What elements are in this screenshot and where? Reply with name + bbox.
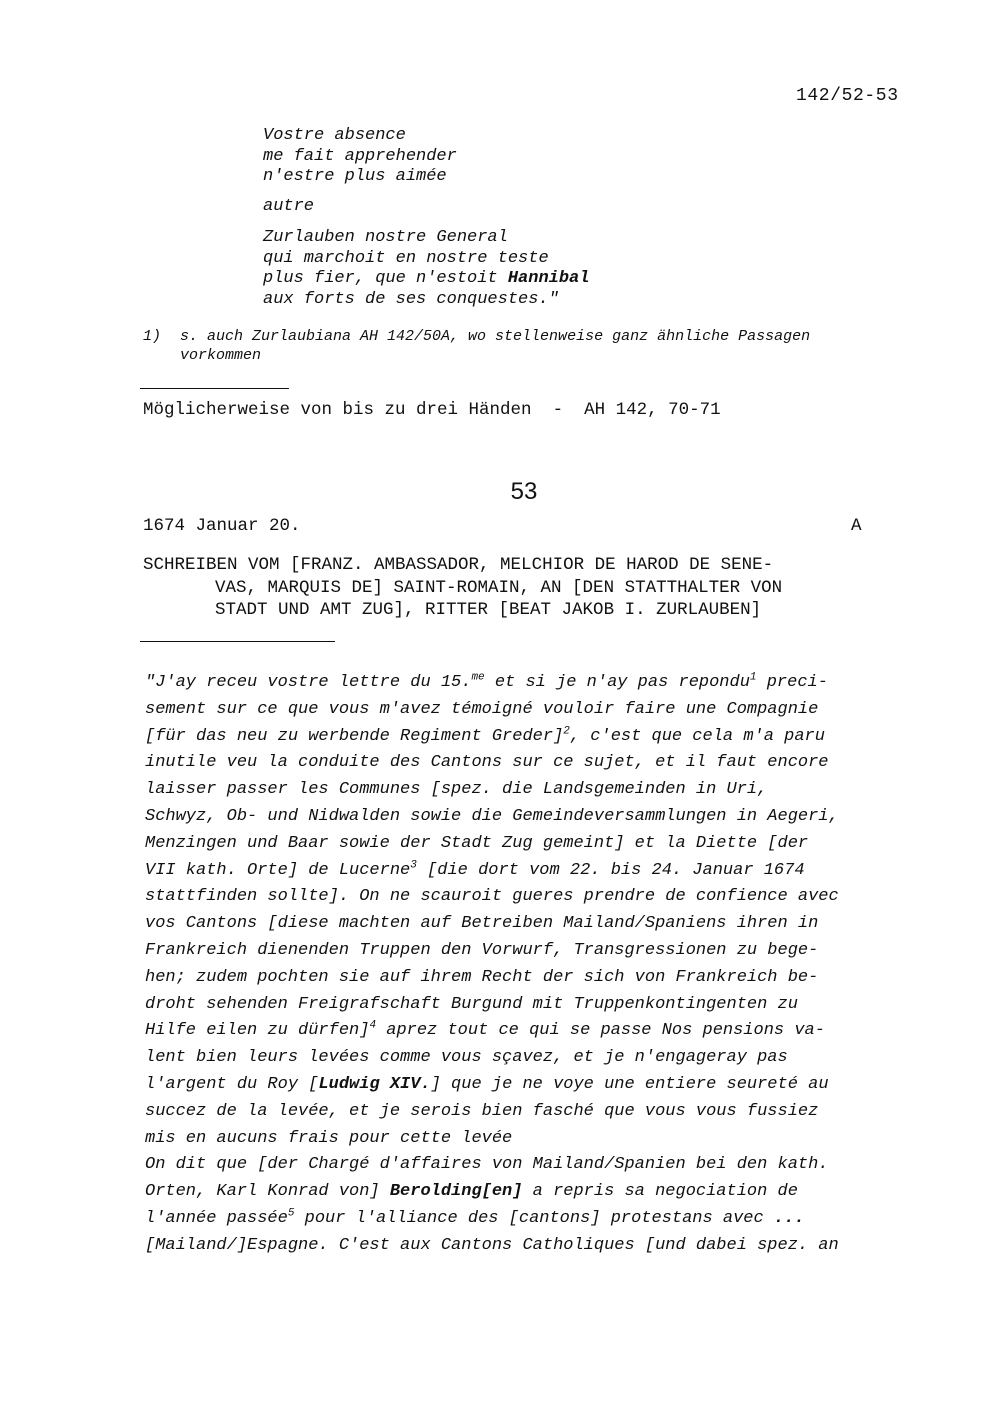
poem-stanza-2 xyxy=(263,228,589,310)
body-line: [Mailand/]Espagne. C'est aux Cantons Catholiques [und dabei spez. an xyxy=(145,1235,839,1255)
text: pour l'alliance des [cantons] protestans avec xyxy=(294,1208,774,1228)
text: preci- xyxy=(756,673,828,692)
body-line: mis en aucuns frais pour cette levée xyxy=(145,1128,513,1148)
emphasized-name: Hannibal xyxy=(507,269,590,288)
footnote-ref: 3 xyxy=(410,858,417,871)
text: [die dort vom 22. bis 24. Januar 1674 xyxy=(416,860,805,880)
heading-line: VAS, MARQUIS DE] SAINT-ROMAIN, AN [DEN STATTHALTER VON xyxy=(215,577,783,598)
footnote-ref: 2 xyxy=(563,724,570,737)
text: Hilfe eilen zu dürfen] xyxy=(145,1021,370,1041)
poem-line: me fait apprehender xyxy=(263,146,457,166)
body-line: lent bien leurs levées comme vous sçavez, et je n'engageray pas xyxy=(145,1048,788,1068)
emphasized-name: Ludwig XIV. xyxy=(318,1074,431,1094)
hands-note: Möglicherweise von bis zu drei Händen - AH 142, 70-71 xyxy=(143,400,721,420)
poem-line: n'estre plus aimée xyxy=(263,167,447,186)
text: VII kath. Orte] de Lucerne xyxy=(145,860,411,880)
text: et si je n'ay pas repondu xyxy=(484,673,750,692)
body-line: stattfinden sollte]. On ne scauroit gueres prendre de confience avec xyxy=(145,887,839,907)
poem-line: Zurlauben nostre General xyxy=(263,228,508,247)
body-line xyxy=(145,858,839,885)
text: l'argent du Roy [ xyxy=(145,1074,319,1094)
ellipsis: ... xyxy=(773,1208,805,1228)
body-line: Schwyz, Ob- und Nidwalden sowie die Gemeindeversammlungen in Aegeri, xyxy=(145,806,839,826)
document-letter: A xyxy=(851,516,862,536)
body-line: Menzingen und Baar sowie der Stadt Zug gemeint] et la Diette [der xyxy=(145,833,809,853)
body-line: droht sehenden Freigrafschaft Burgund mit Truppenkontingenten zu xyxy=(145,994,798,1014)
emphasized-name: Berolding[en] xyxy=(389,1182,523,1202)
document-date: 1674 Januar 20. xyxy=(143,516,301,536)
poem-stanza-1 xyxy=(263,126,457,188)
superscript: me xyxy=(471,671,485,684)
body-line: Frankreich dienenden Truppen den Vorwurf, Transgressionen zu bege- xyxy=(145,940,819,960)
letter-body xyxy=(145,670,839,1260)
body-line xyxy=(145,1179,839,1206)
footnote xyxy=(143,327,810,365)
heading-line: SCHREIBEN VOM [FRANZ. AMBASSADOR, MELCHIOR DE HAROD DE SENE- xyxy=(143,555,774,575)
footnote-ref: 4 xyxy=(369,1019,377,1032)
body-line: inutile veu la conduite des Cantons sur ce sujet, et il faut encore xyxy=(145,753,829,773)
text: l'année passée xyxy=(145,1208,288,1228)
page-reference: 142/52-53 xyxy=(796,86,899,106)
poem-line: autre xyxy=(263,197,315,216)
body-line: vos Cantons [diese machten auf Betreiben Mailand/Spaniens ihren in xyxy=(145,914,819,934)
text: ] que je ne voye une entiere seureté au xyxy=(430,1074,829,1094)
footnote-number: 1) xyxy=(143,328,162,345)
body-line xyxy=(145,1018,839,1045)
poem-line: aux forts de ses conquestes." xyxy=(263,289,559,309)
body-line xyxy=(145,1206,839,1233)
body-line xyxy=(145,670,839,697)
text: [für das neu zu werbende Regiment Greder] xyxy=(145,726,564,746)
poem-line xyxy=(263,269,589,290)
body-line: sement sur ce que vous m'avez témoigné vouloir faire une Compagnie xyxy=(145,699,819,719)
divider xyxy=(140,388,289,389)
text: aprez tout ce qui se passe Nos pensions va- xyxy=(376,1021,825,1041)
text: a repris sa negociation de xyxy=(522,1182,798,1202)
body-line: succez de la levée, et je serois bien fasché que vous vous fussiez xyxy=(145,1101,819,1121)
heading-line: STADT UND AMT ZUG], RITTER [BEAT JAKOB I. ZURLAUBEN] xyxy=(215,600,762,620)
body-line: hen; zudem pochten sie auf ihrem Recht der sich von Frankreich be- xyxy=(145,967,819,987)
poem-line: Vostre absence xyxy=(263,126,406,145)
body-line xyxy=(145,1072,839,1099)
footnote-ref: 5 xyxy=(287,1207,295,1220)
body-line xyxy=(145,724,839,751)
poem-line: qui marchoit en nostre teste xyxy=(263,248,549,268)
text: , c'est que cela m'a paru xyxy=(569,726,825,746)
poem-separator xyxy=(263,197,314,218)
footnote-ref: 1 xyxy=(749,671,757,684)
footnote-text: s. auch Zurlaubiana AH 142/50A, wo stellenweise ganz ähnliche Passagen xyxy=(180,328,811,345)
body-line: On dit que [der Chargé d'affaires von Mailand/Spanien bei den kath. xyxy=(145,1155,829,1175)
document-heading xyxy=(143,554,782,622)
poem-text: plus fier, que n'estoit xyxy=(263,269,508,288)
text: "J'ay receu vostre lettre du 15. xyxy=(145,673,472,692)
document-number: 53 xyxy=(510,478,538,505)
text: Orten, Karl Konrad von] xyxy=(145,1182,390,1202)
body-line: laisser passer les Communes [spez. die Landsgemeinden in Uri, xyxy=(145,780,768,800)
divider xyxy=(140,641,335,642)
footnote-text: vorkommen xyxy=(180,347,262,364)
